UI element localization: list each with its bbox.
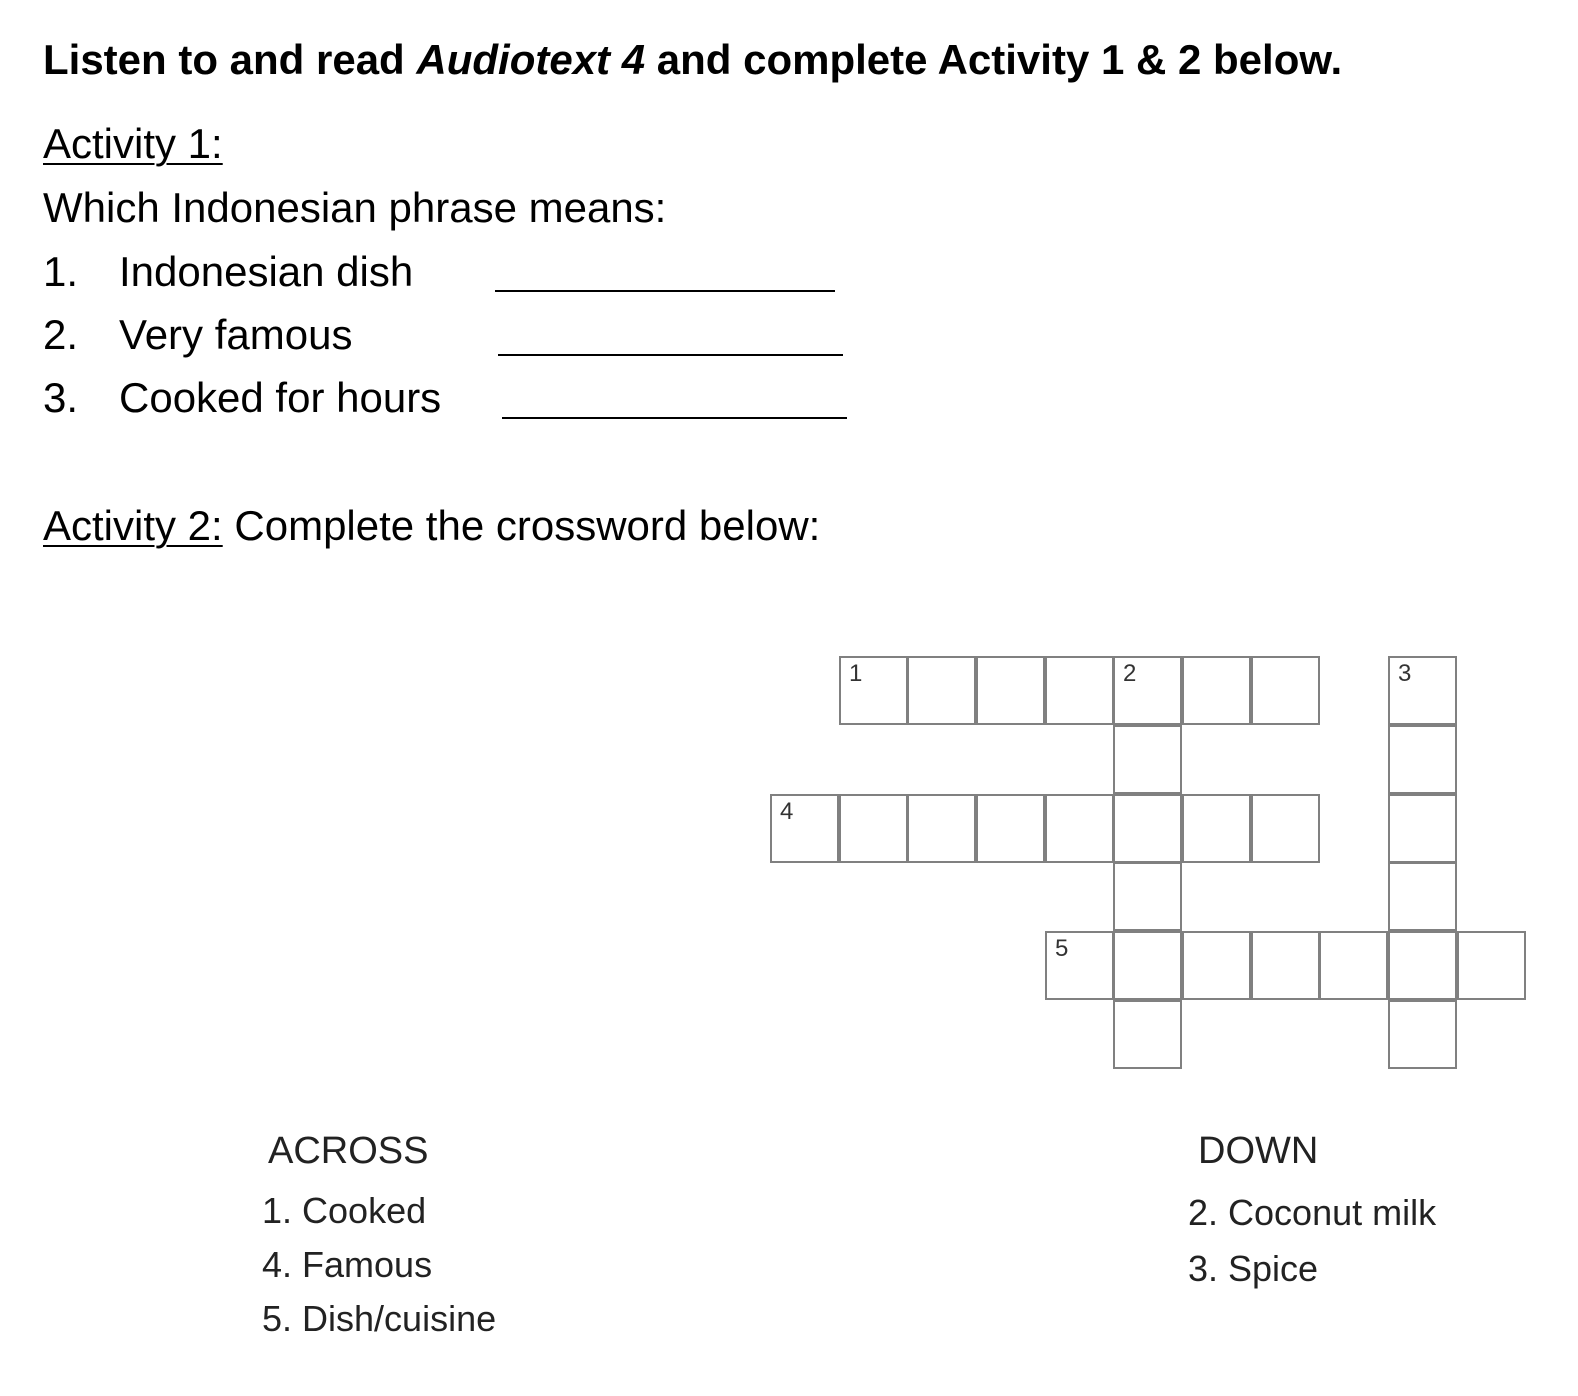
clue-number: 3	[1398, 660, 1412, 687]
across-clue-5: 5. Dish/cuisine	[262, 1298, 497, 1339]
across-title: ACROSS	[268, 1130, 429, 1172]
crossword-cell[interactable]	[1251, 931, 1320, 1000]
clue-number: 5	[1055, 935, 1069, 962]
clue-number: 4	[780, 798, 794, 825]
crossword-cell[interactable]	[1251, 656, 1320, 725]
audiotext-title: Audiotext 4	[416, 36, 646, 83]
activity1-item-3	[43, 374, 441, 422]
crossword-cell[interactable]	[907, 656, 976, 725]
crossword-cell[interactable]	[1113, 725, 1182, 794]
crossword-cell[interactable]	[1045, 794, 1114, 863]
crossword-cell[interactable]	[1388, 931, 1457, 1000]
activity1-prompt: Which Indonesian phrase means:	[43, 184, 667, 231]
activity2-title: Activity 2:	[43, 502, 223, 549]
item-text: Cooked for hours	[119, 374, 442, 421]
crossword-cell[interactable]	[1319, 931, 1388, 1000]
crossword-cell[interactable]	[976, 794, 1045, 863]
item-text: Very famous	[119, 311, 353, 358]
crossword-cell[interactable]	[839, 794, 908, 863]
item-number: 2.	[43, 311, 79, 358]
crossword-cell[interactable]	[1113, 1000, 1182, 1069]
crossword-cell[interactable]	[1045, 931, 1114, 1000]
crossword-cell[interactable]	[1388, 656, 1457, 725]
answer-blank-1[interactable]	[495, 290, 835, 292]
down-clue-2: 2. Coconut milk	[1188, 1192, 1437, 1233]
instructions-text-1: Listen to and read	[43, 36, 417, 83]
instructions-text-2: and complete Activity 1 & 2 below.	[645, 36, 1343, 83]
crossword-cell[interactable]	[1388, 794, 1457, 863]
crossword-cell[interactable]	[907, 794, 976, 863]
activity1-title: Activity 1:	[43, 120, 223, 167]
crossword-cell[interactable]	[1388, 1000, 1457, 1069]
answer-blank-3[interactable]	[502, 417, 847, 419]
crossword-cell[interactable]	[1182, 931, 1251, 1000]
crossword-cell[interactable]	[1113, 862, 1182, 931]
crossword-cell[interactable]	[976, 656, 1045, 725]
crossword-cell[interactable]	[1113, 931, 1182, 1000]
crossword-cell[interactable]	[1251, 794, 1320, 863]
crossword-cell[interactable]	[1113, 794, 1182, 863]
down-title: DOWN	[1198, 1130, 1319, 1172]
activity1-item-1	[43, 248, 413, 296]
activity2-instruction: Complete the crossword below:	[222, 502, 821, 549]
across-clue-4: 4. Famous	[262, 1244, 433, 1285]
answer-blank-2[interactable]	[498, 354, 843, 356]
crossword-cell[interactable]	[1182, 656, 1251, 725]
crossword-cell[interactable]	[839, 656, 908, 725]
crossword-cell[interactable]	[1045, 656, 1114, 725]
crossword-cell[interactable]	[1182, 794, 1251, 863]
instructions-heading	[43, 36, 1342, 84]
down-clue-3: 3. Spice	[1188, 1248, 1319, 1289]
item-number: 1.	[43, 248, 79, 295]
clue-number: 2	[1123, 660, 1137, 687]
crossword-cell[interactable]	[770, 794, 839, 863]
activity1-item-2	[43, 311, 352, 359]
activity2-line	[43, 502, 820, 550]
across-clue-1: 1. Cooked	[262, 1190, 427, 1231]
item-number: 3.	[43, 374, 79, 421]
crossword-cell[interactable]	[1388, 862, 1457, 931]
clue-number: 1	[849, 660, 863, 687]
item-text: Indonesian dish	[119, 248, 414, 295]
crossword-cell[interactable]	[1457, 931, 1526, 1000]
crossword-cell[interactable]	[1388, 725, 1457, 794]
crossword-cell[interactable]	[1113, 656, 1182, 725]
